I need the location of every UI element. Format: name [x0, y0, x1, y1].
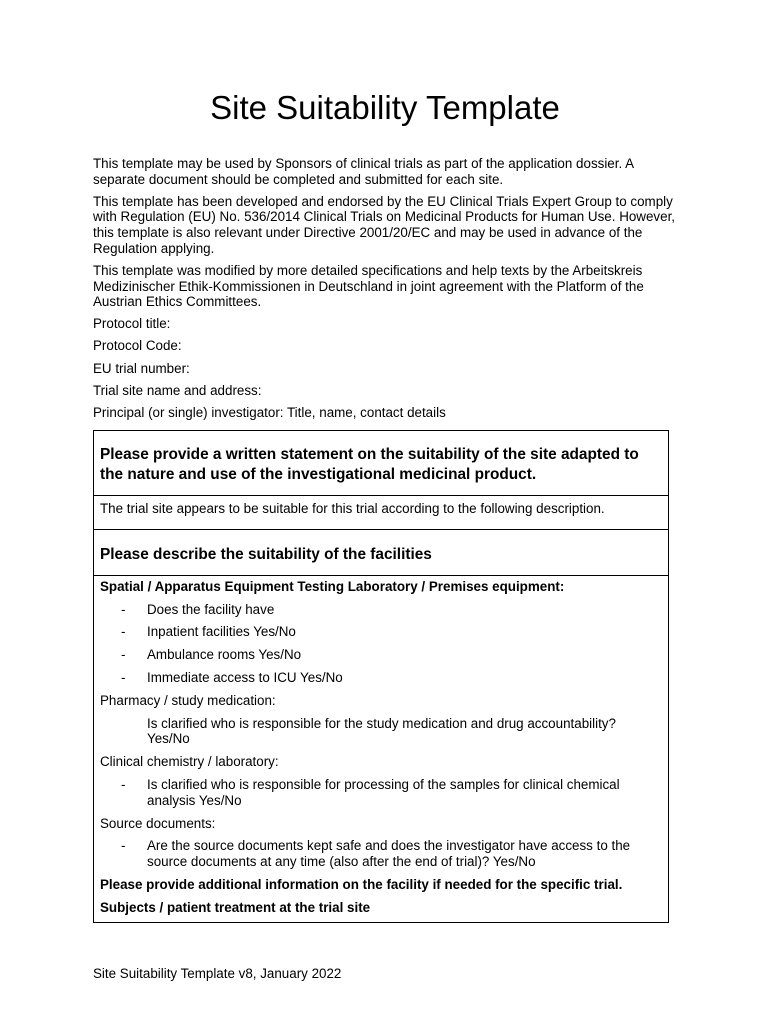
suitability-table [93, 430, 669, 923]
pharmacy-label: Pharmacy / study medication: [100, 692, 276, 708]
bullet-dash: - [121, 669, 126, 685]
list-item-text: Is clarified who is responsible for processing of the samples for clinical chemical analysis Yes/No [147, 776, 620, 808]
principal-investigator-field: Principal (or single) investigator: Title, name, contact details [93, 404, 446, 420]
bullet-dash: - [121, 647, 126, 663]
additional-info-text: Please provide additional information on the facility if needed for the specific trial. [100, 876, 623, 892]
list-item-text: Does the facility have [147, 601, 275, 617]
list-item [100, 777, 662, 809]
subjects-heading: Subjects / patient treatment at the trial site [100, 899, 371, 915]
spatial-heading: Spatial / Apparatus Equipment Testing Laboratory / Premises equipment: [100, 578, 565, 594]
statement-text: The trial site appears to be suitable for this trial according to the following description. [94, 496, 668, 530]
source-label: Source documents: [100, 815, 216, 831]
eu-trial-number-field: EU trial number: [93, 360, 190, 376]
protocol-title-field: Protocol title: [93, 316, 171, 332]
list-item [100, 838, 662, 870]
intro-paragraph-1: This template may be used by Sponsors of clinical trials as part of the application dossier. A separate document should be completed and submitted for each site. [93, 156, 634, 187]
protocol-code-field: Protocol Code: [93, 338, 182, 354]
facilities-heading: Please describe the suitability of the facilities [94, 530, 668, 576]
site-name-address-field: Trial site name and address: [93, 382, 262, 398]
list-item-text: Are the source documents kept safe and does the investigator have access to the source documents at any time (also after the end of trial)? Yes/No [147, 838, 631, 870]
intro-section [93, 156, 685, 427]
intro-paragraph-3: This template was modified by more detailed specifications and help texts by the Arbeitskreis Medizinischer Ethik-Kommissionen in Deutschland in joint agreement with the Platform of the Austrian Ethics Committees. [93, 262, 644, 310]
facilities-details [94, 576, 668, 922]
list-item-text: Inpatient facilities Yes/No [147, 624, 296, 640]
pharmacy-text: Is clarified who is responsible for the study medication and drug accountability? Yes/No [147, 715, 616, 747]
bullet-dash: - [121, 838, 126, 854]
lab-label: Clinical chemistry / laboratory: [100, 754, 279, 770]
bullet-dash: - [121, 624, 126, 640]
list-item [100, 624, 662, 640]
page-footer: Site Suitability Template v8, January 2022 [93, 966, 342, 981]
list-item [100, 670, 662, 686]
list-item [100, 647, 662, 663]
list-item-text: Immediate access to ICU Yes/No [147, 669, 343, 685]
document-title: Site Suitability Template [210, 89, 560, 126]
list-item-text: Ambulance rooms Yes/No [147, 647, 302, 663]
bullet-dash: - [121, 776, 126, 792]
statement-heading: Please provide a written statement on the suitability of the site adapted to the nature and use of the investigational medicinal product. [94, 431, 668, 496]
list-item [100, 602, 662, 618]
intro-paragraph-2: This template has been developed and endorsed by the EU Clinical Trials Expert Group to comply with Regulation (EU) No. 536/2014 Clinical Trials on Medicinal Products for Human Use. However, this template is also relevant under Directive 2001/20/EC and may be used in advance of the Regulation applying. [93, 193, 676, 256]
bullet-dash: - [121, 601, 126, 617]
